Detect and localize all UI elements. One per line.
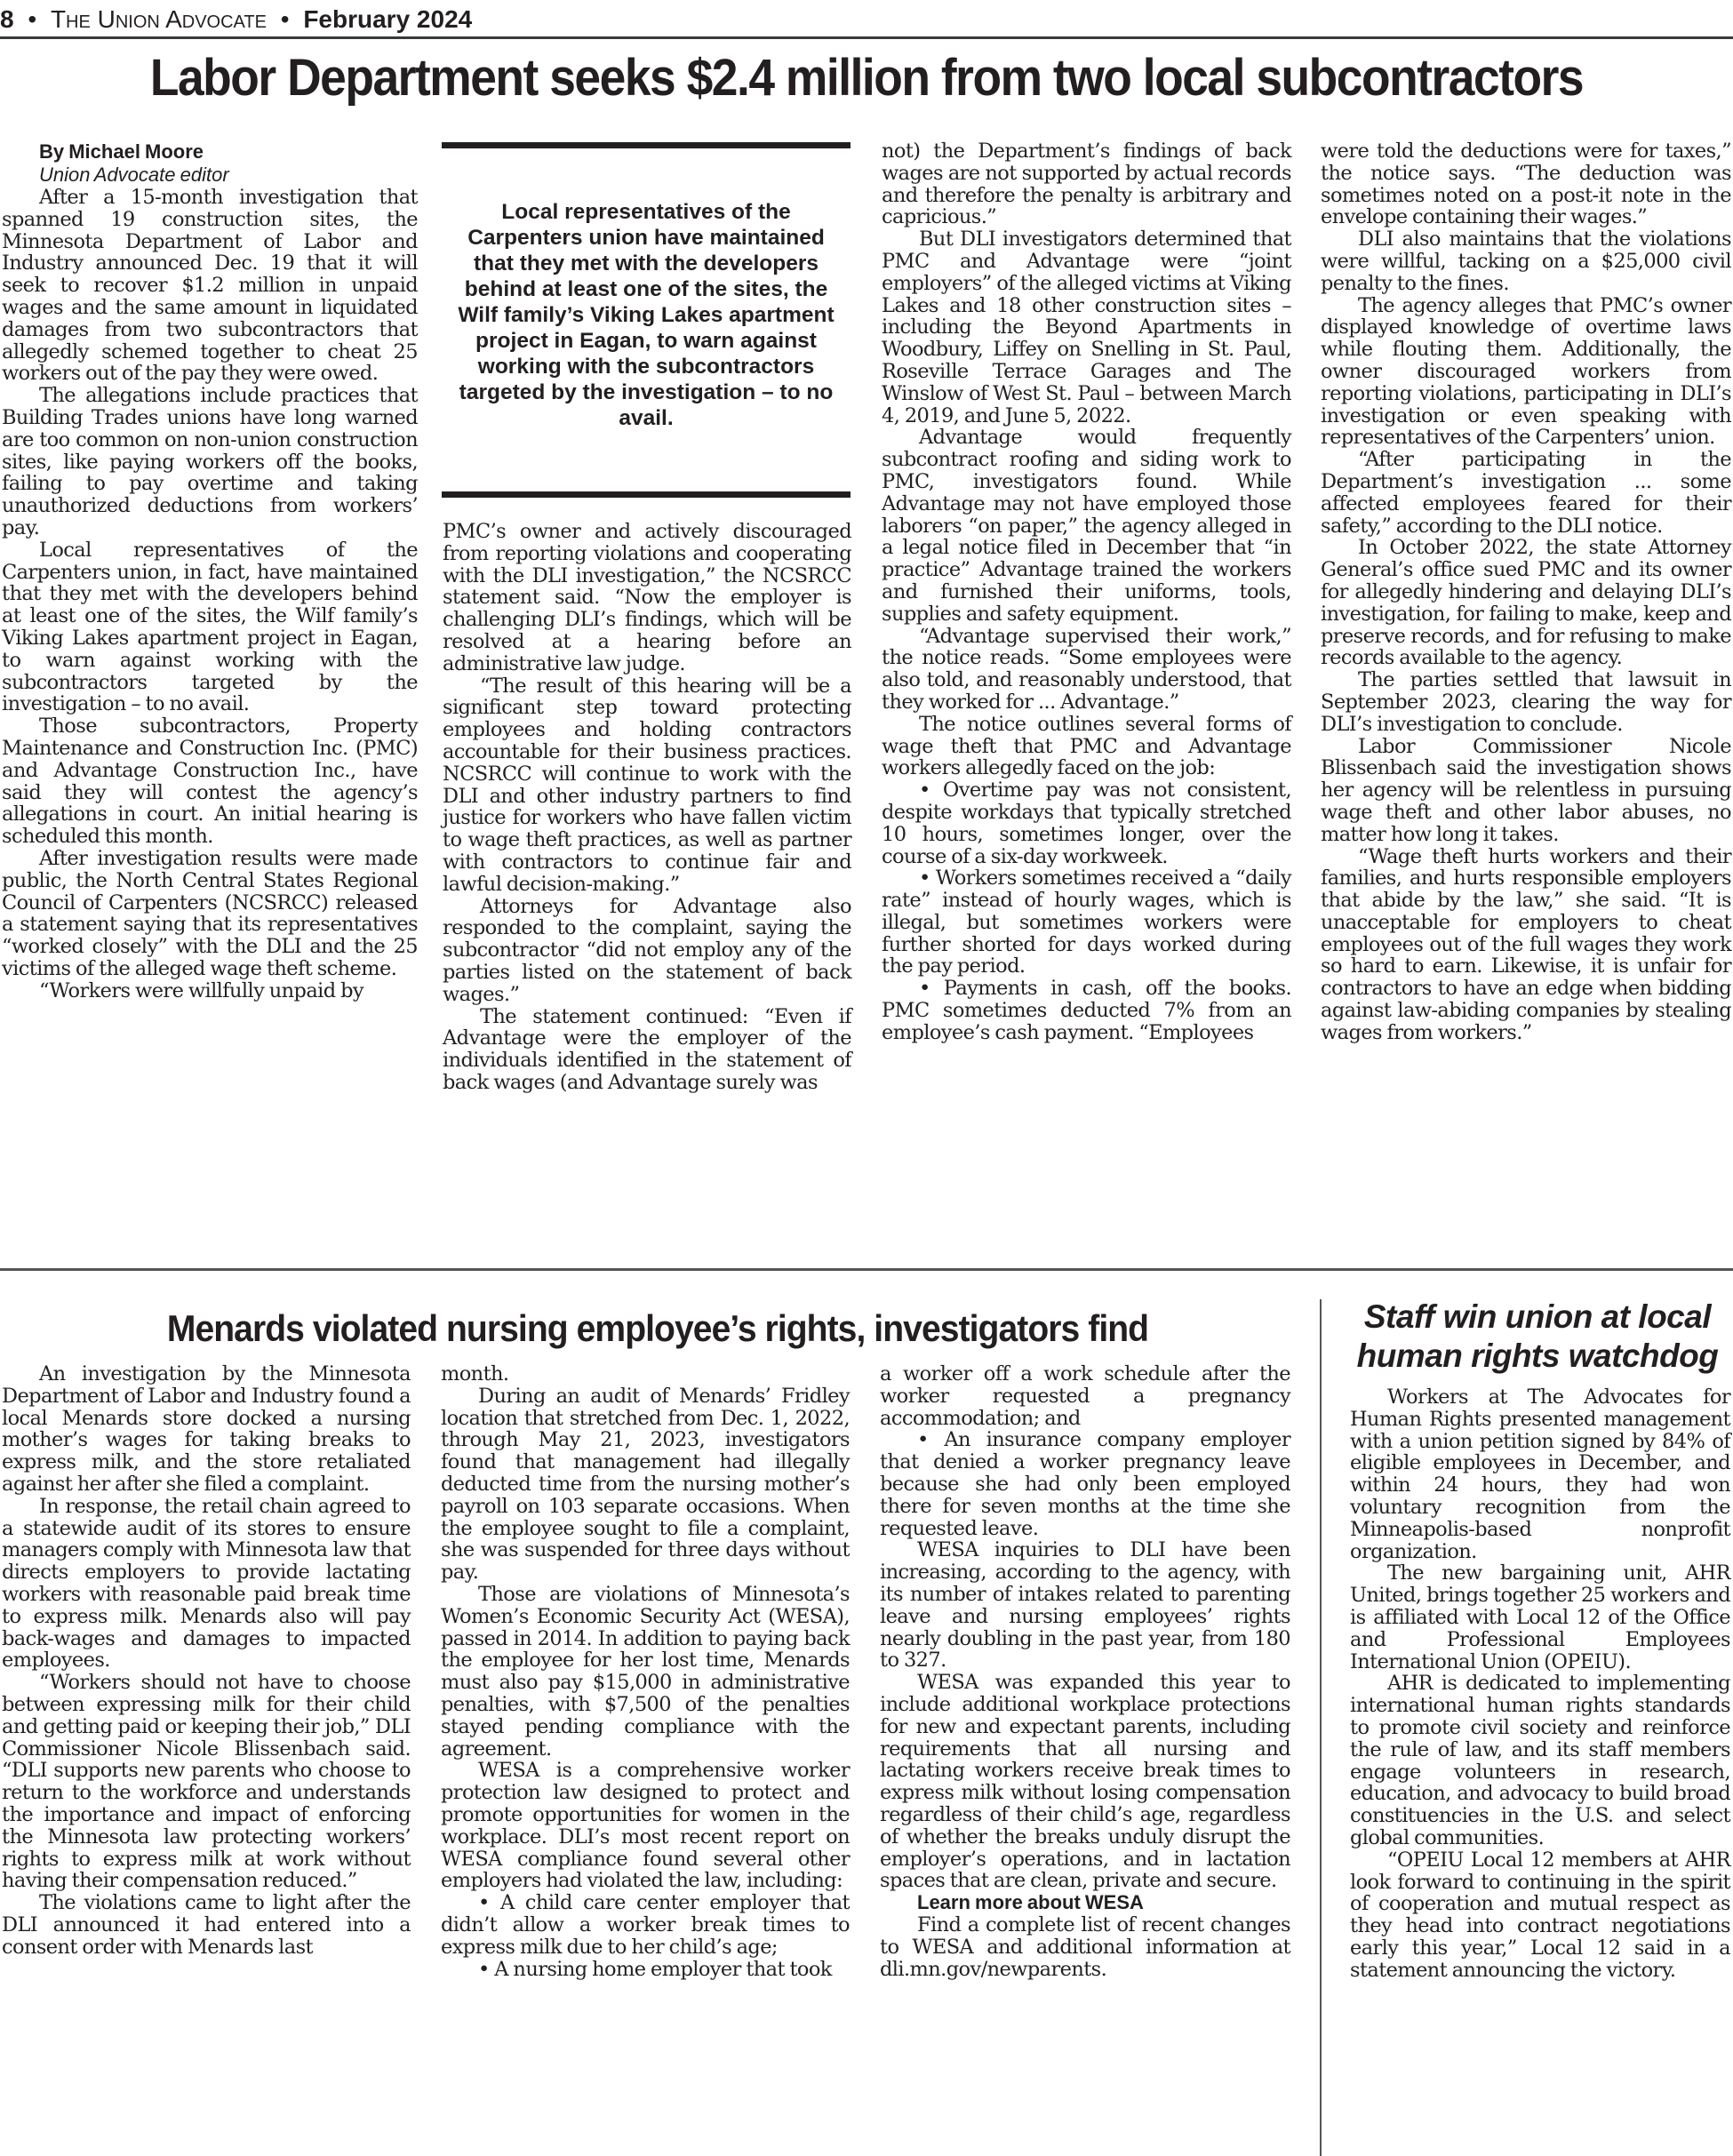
paragraph: “After participating in the Department’s investigation ... some affected employees feared for their safety,” according to the DLI notice. — [1321, 448, 1731, 538]
byline: By Michael Moore — [39, 140, 204, 163]
paragraph: were told the deductions were for taxes,” the notice says. “The deduction was sometimes noted on a post-it note in the envelope containing their wages.” — [1321, 140, 1731, 229]
bullet-item: a worker off a work schedule after the worker requested a pregnancy accommodation; and — [880, 1362, 1290, 1430]
paragraph: In response, the retail chain agreed to a statewide audit of its stores to ensure managers comply with Minnesota law that directs employers to provide lactating workers with reasonable paid break time to express milk. Menards also will pay back-wages and damages to impacted employees. — [2, 1494, 411, 1673]
lead-column-4 — [1321, 140, 1731, 1044]
paragraph: “OPEIU Local 12 members at AHR look forward to continuing in the spirit of cooperation and mutual respect as they head into contract negotiations early this year,” Local 12 said in a statement announcing the victory. — [1350, 1848, 1730, 1982]
bullet-item: • Workers sometimes received a “daily rate” instead of hourly wages, which is illegal, but sometimes workers were further shorted for days worked during the pay period. — [882, 866, 1291, 978]
paragraph: The notice outlines several forms of wage theft that PMC and Advantage workers allegedly faced on the job: — [882, 712, 1291, 780]
menards-column-2 — [441, 1363, 850, 1980]
paragraph: The new bargaining unit, AHR United, brings together 25 workers and is affiliated with Local 12 of the Office and Professional Employees International Union (OPEIU). — [1350, 1561, 1730, 1673]
folio-separator: • — [280, 5, 290, 33]
paragraph: Workers at The Advocates for Human Rights presented management with a union petition signed by 84% of eligible employees in December, and within 24 hours, they had won voluntary recognition from the Minneapolis-based nonprofit organization. — [1350, 1385, 1730, 1563]
paragraph: After investigation results were made public, the North Central States Regional Council of Carpenters (NCSRCC) released a statement saying that its representatives “worked closely” with the DLI and the 25 victims of the alleged wage theft scheme. — [2, 846, 418, 980]
staff-column — [1350, 1386, 1730, 1982]
paragraph: DLI also maintains that the violations were willful, tacking on a $25,000 civil penalty to the fines. — [1321, 228, 1731, 295]
paragraph: WESA inquiries to DLI have been increasing, according to the agency, with its number of intakes related to parenting leave and nursing employees’ rights nearly doubling in the past year, from 180 to 327. — [880, 1538, 1290, 1673]
subhead: Learn more about WESA — [917, 1891, 1144, 1914]
menards-headline: Menards violated nursing employee’s rights, investigators find — [166, 1307, 1149, 1349]
lead-column-1 — [2, 140, 418, 1002]
lead-headline: Labor Department seeks $2.4 million from two local subcontractors — [149, 49, 1584, 107]
bullet-item: • Overtime pay was not consistent, despite workdays that typically stretched 10 hours, sometimes longer, over the course of a six-day workweek. — [882, 779, 1291, 868]
paragraph: Labor Commissioner Nicole Blissenbach said the investigation shows her agency will be relentless in pursuing wage theft and other labor abuses, no matter how long it takes. — [1321, 734, 1731, 846]
paragraph-with-link[interactable]: Find a complete list of recent changes to WESA and additional information at dli.mn.gov/newparents. — [880, 1912, 1290, 1981]
bullet-item: • An insurance company employer that denied a worker pregnancy leave because she had only been employed there for seven months at the time she requested leave. — [880, 1428, 1290, 1540]
column-divider — [1320, 1299, 1322, 2156]
paragraph: But DLI investigators determined that PMC and Advantage were “joint employers” of the alleged victims at Viking Lakes and 18 other construction sites – including the Beyond Apartments in Woodbury, Liffey on Snelling in St. Paul, Roseville Terrace Garages and The Winslow of West St. Paul – between March 4, 2019, and June 5, 2022. — [882, 228, 1291, 427]
paragraph: “Workers should not have to choose between expressing milk for their child and getting paid or keeping their job,” DLI Commissioner Nicole Blissenbach said. “DLI supports new parents who choose to return to the workforce and understands the importance and impact of enforcing the Minnesota law protecting workers’ rights to express milk at work without having their compensation reduced.” — [2, 1671, 411, 1893]
paragraph: The agency alleges that PMC’s owner displayed knowledge of overtime laws while flouting them. Additionally, the owner discouraged workers from reporting violations, participating in DLI’s investigation or even speaking with representatives of the Carpenters’ union. — [1321, 293, 1731, 450]
page-number: 8 — [0, 5, 14, 33]
lead-column-3 — [882, 140, 1291, 1044]
paragraph: PMC’s owner and actively discouraged from reporting violations and cooperating with the DLI investigation,” the NCSRCC statement said. “Now the employer is challenging DLI’s findings, which will be resolved at a hearing before an administrative law judge. — [443, 520, 851, 675]
paragraph: “Advantage supervised their work,” the notice reads. “Some employees were also told, and reasonably understood, that they worked for ... Advantage.” — [882, 624, 1291, 714]
lead-column-2 — [443, 521, 851, 1094]
paragraph: The statement continued: “Even if Advantage were the employer of the individuals identified in the statement of back wages (and Advantage surely was — [443, 1004, 851, 1094]
paragraph: The violations came to light after the DLI announced it had entered into a consent order with Menards last — [2, 1891, 411, 1959]
pull-quote: Local representatives of the Carpenters union have maintained that they met with the developers behind at least one of the sites, the Wilf family’s Viking Lakes apartment project in Eagan, to warn against working with the subcontractors targeted by the investigation – to no avail. — [458, 199, 835, 430]
paragraph: not) the Department’s findings of back wages are not supported by actual records and therefore the penalty is arbitrary and capricious.” — [882, 140, 1291, 229]
paragraph: After a 15-month investigation that spanned 19 construction sites, the Minnesota Department of Labor and Industry announced Dec. 19 that it will seek to recover $1.2 million in unpaid wages and the same amount in liquidated damages from two subcontractors that allegedly schemed together to cheat 25 workers out of the pay they were owed. — [2, 186, 418, 386]
paragraph: “Workers were willfully unpaid by — [39, 978, 364, 1002]
page-folio — [0, 2, 472, 37]
paragraph: Those subcontractors, Property Maintenance and Construction Inc. (PMC) and Advantage Construction Inc., have said they will contest the agency’s allegations in court. An initial hearing is scheduled this month. — [2, 715, 418, 849]
paragraph: WESA was expanded this year to include additional workplace protections for new and expectant parents, including requirements that all nursing and lactating workers receive break times to express milk without losing compensation regardless of their child’s age, regardless of whether the breaks unduly disrupt the employer’s operations, and in lactation spaces that are clean, private and secure. — [880, 1671, 1290, 1893]
menards-column-3 — [880, 1363, 1290, 1980]
paragraph: WESA is a comprehensive worker protection law designed to protect and promote opportunities for women in the workplace. DLI’s most recent report on WESA compliance found several other employers had violated the law, including: — [441, 1759, 850, 1893]
paragraph: Those are violations of Minnesota’s Women’s Economic Security Act (WESA), passed in 2014. In addition to paying back the employee for her lost time, Menards must also pay $15,000 in administrative penalties, with $7,500 of the penalties stayed pending compliance with the agreement. — [441, 1582, 850, 1761]
menards-column-1 — [2, 1363, 411, 1959]
bullet-item: • Payments in cash, off the books. PMC sometimes deducted 7% from an employee’s cash payment. “Employees — [882, 977, 1291, 1044]
paragraph: Attorneys for Advantage also responded to the complaint, saying the subcontractor “did not employ any of the parties listed on the statement of back wages.” — [443, 894, 851, 1006]
issue-date: February 2024 — [303, 5, 473, 33]
paragraph: During an audit of Menards’ Fridley location that stretched from Dec. 1, 2022, through May 21, 2023, investigators found that management had illegally deducted time from the nursing mother’s payroll on 103 separate occasions. When the employee sought to file a complaint, she was suspended for three days without pay. — [441, 1384, 850, 1585]
folio-divider — [0, 36, 1733, 39]
paragraph: “The result of this hearing will be a significant step toward protecting employees and holding contractors accountable for their business practices. NCSRCC will continue to work with the DLI and other industry partners to find justice for workers who have fallen victim to wage theft practices, as well as partner with contractors to continue fair and lawful decision-making.” — [443, 674, 851, 896]
paragraph: AHR is dedicated to implementing international human rights standards to promote civil society and reinforce the rule of law, and its staff members engage volunteers in research, education, and advocacy to build broad constituencies in the U.S. and select global communities. — [1350, 1672, 1730, 1849]
bullet-item: • A child care center employer that didn’t allow a worker break times to express milk due to her child’s age; — [441, 1891, 850, 1959]
publication-name: The Union Advocate — [50, 5, 267, 33]
paragraph: An investigation by the Minnesota Department of Labor and Industry found a local Menards store docked a nursing mother’s wages for taking breaks to express milk, and the store retaliated against her after she filed a complaint. — [2, 1362, 411, 1496]
folio-separator: • — [28, 5, 37, 33]
bullet-item: • A nursing home employer that took — [478, 1957, 832, 1981]
paragraph: Advantage would frequently subcontract roofing and siding work to PMC, investigators found. While Advantage may not have employed those laborers “on paper,” the agency alleged in a legal notice filed in December that “in practice” Advantage trained the workers and furnished their uniforms, tools, supplies and safety equipment. — [882, 426, 1291, 626]
staff-headline: Staff win union at local human rights watchdog — [1356, 1298, 1719, 1374]
paragraph: Local representatives of the Carpenters union, in fact, have maintained that they met with the developers behind at least one of the sites, the Wilf family’s Viking Lakes apartment project in Eagan, to warn against working with the subcontractors targeted by the investigation – to no avail. — [2, 538, 418, 716]
paragraph: In October 2022, the state Attorney General’s office sued PMC and its owner for allegedly hindering and delaying DLI’s investigation, for failing to make, keep and preserve records, and for refusing to make records available to the agency. — [1321, 536, 1731, 670]
paragraph: “Wage theft hurts workers and their families, and hurts responsible employers that abide by the law,” she said. “It is unacceptable for employers to cheat employees out of the full wages they work so hard to earn. Likewise, it is unfair for contractors to have an edge when bidding against law-abiding companies by stealing wages from workers.” — [1321, 844, 1731, 1044]
paragraph: month. — [441, 1362, 509, 1385]
pull-quote-box — [442, 142, 851, 498]
paragraph: The allegations include practices that Building Trades unions have long warned are too common on non-union construction sites, like paying workers off the books, failing to pay overtime and taking unauthorized deductions from workers’ pay. — [2, 384, 418, 539]
byline-title: Union Advocate editor — [39, 164, 229, 186]
section-divider — [0, 1268, 1733, 1271]
paragraph: The parties settled that lawsuit in September 2023, clearing the way for DLI’s investigation to conclude. — [1321, 668, 1731, 736]
